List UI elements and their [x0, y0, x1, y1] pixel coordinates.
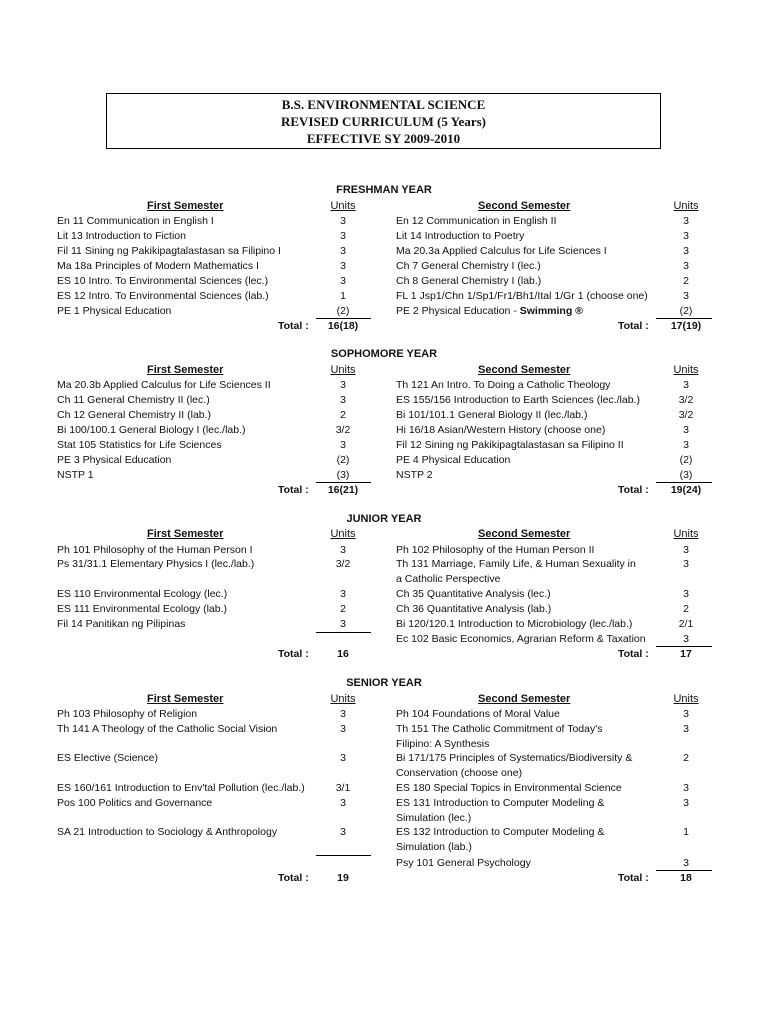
junior-second-semester-heading: Second Semester: [478, 528, 571, 540]
course-units: 3: [340, 752, 346, 764]
course-units: 2: [683, 275, 689, 287]
course-units: 3: [683, 230, 689, 242]
total-units: 17: [680, 648, 692, 660]
course-units: 3/2: [678, 394, 694, 406]
course-row: ES Elective (Science): [57, 752, 158, 764]
total-label: Total :: [618, 484, 649, 496]
freshman-year-heading: FRESHMAN YEAR: [336, 184, 432, 196]
course-row: Lit 13 Introduction to Fiction: [57, 230, 186, 242]
course-row: Bi 100/100.1 General Biology I (lec./lab.): [57, 424, 246, 436]
course-units: 3: [683, 588, 689, 600]
course-units: 3: [683, 633, 689, 645]
total-label: Total :: [278, 320, 309, 332]
course-units: 3: [340, 275, 346, 287]
course-units: 3: [340, 260, 346, 272]
course-row: NSTP 2: [396, 469, 433, 481]
total-units: 18: [680, 872, 692, 884]
total-label: Total :: [278, 872, 309, 884]
course-row: Th 121 An Intro. To Doing a Catholic Theology: [396, 379, 611, 391]
course-units: 3: [683, 708, 689, 720]
total-divider: [316, 632, 371, 633]
course-units: 3/2: [335, 424, 351, 436]
course-row: Ec 102 Basic Economics, Agrarian Reform & Taxation: [396, 633, 646, 645]
course-row: PE 1 Physical Education: [57, 305, 172, 317]
total-divider: [656, 318, 712, 319]
course-units: 3: [340, 708, 346, 720]
course-row: ES 132 Introduction to Computer Modeling & Simulation (lab.): [396, 826, 605, 853]
course-row: ES 10 Intro. To Environmental Sciences (lec.): [57, 275, 269, 287]
course-row: Psy 101 General Psychology: [396, 857, 531, 869]
course-row: Pos 100 Politics and Governance: [57, 797, 213, 809]
course-units: 3: [683, 782, 689, 794]
total-units: 16: [337, 648, 349, 660]
freshman-first-units-heading: Units: [330, 200, 356, 212]
course-row: Ph 102 Philosophy of the Human Person II: [396, 544, 595, 556]
course-name: PE 2 Physical Education -: [396, 305, 520, 317]
total-divider: [316, 482, 371, 483]
course-units: 2/1: [678, 618, 694, 630]
sophomore-year-heading: SOPHOMORE YEAR: [330, 348, 438, 360]
course-row: [396, 304, 583, 318]
effectivity-line: EFFECTIVE SY 2009-2010: [306, 131, 461, 146]
swimming-note: Swimming ®: [519, 305, 583, 317]
course-row: Ch 7 General Chemistry I (lec.): [396, 260, 541, 272]
course-units: 3: [340, 797, 346, 809]
junior-first-units-heading: Units: [330, 528, 356, 540]
total-label: Total :: [618, 648, 649, 660]
course-row: Fil 11 Sining ng Pakikipagtalastasan sa Filipino I: [57, 245, 281, 257]
freshman-second-units-heading: Units: [673, 200, 699, 212]
course-units: 3: [340, 723, 346, 735]
course-row: Hi 16/18 Asian/Western History (choose one): [396, 424, 606, 436]
course-row: SA 21 Introduction to Sociology & Anthropology: [57, 826, 278, 838]
course-row: Ch 35 Quantitative Analysis (lec.): [396, 588, 551, 600]
course-row: En 12 Communication in English II: [396, 215, 557, 227]
course-units: 3: [340, 588, 346, 600]
course-units: (2): [336, 454, 350, 466]
senior-year-heading: SENIOR YEAR: [346, 677, 422, 689]
junior-year-heading: JUNIOR YEAR: [346, 513, 422, 525]
course-units: 3: [683, 723, 689, 735]
course-units: 3: [340, 544, 346, 556]
sophomore-second-semester-heading: Second Semester: [478, 364, 571, 376]
total-units: 16(21): [327, 484, 359, 496]
course-row: ES 155/156 Introduction to Earth Sciences (lec./lab.): [396, 394, 640, 406]
course-units: 3: [340, 394, 346, 406]
course-units: 3: [683, 424, 689, 436]
total-units: 19(24): [670, 484, 702, 496]
course-units: 3: [340, 379, 346, 391]
course-row: ES 180 Special Topics in Environmental Science: [396, 782, 622, 794]
junior-second-units-heading: Units: [673, 528, 699, 540]
program-title: B.S. ENVIRONMENTAL SCIENCE: [281, 97, 486, 112]
total-label: Total :: [618, 872, 649, 884]
course-row: ES 131 Introduction to Computer Modeling & Simulation (lec.): [396, 797, 605, 824]
course-row: PE 4 Physical Education: [396, 454, 511, 466]
course-row: Ch 11 General Chemistry II (lec.): [57, 394, 210, 406]
senior-first-semester-heading: First Semester: [147, 693, 224, 705]
course-units: 1: [683, 826, 689, 838]
total-divider: [656, 870, 712, 871]
total-label: Total :: [618, 320, 649, 332]
course-row: Bi 120/120.1 Introduction to Microbiology (lec./lab.): [396, 618, 633, 630]
course-row: ES 160/161 Introduction to Env'tal Pollution (lec./lab.): [57, 782, 305, 794]
course-units: 3: [340, 245, 346, 257]
total-units: 19: [337, 872, 349, 884]
course-units: 2: [340, 603, 346, 615]
course-row: Fil 14 Panitikan ng Pilipinas: [57, 618, 186, 630]
junior-first-semester-heading: First Semester: [147, 528, 224, 540]
total-units: 17(19): [670, 320, 702, 332]
course-row: Bi 101/101.1 General Biology II (lec./lab.): [396, 409, 588, 421]
course-units: 3/2: [678, 409, 694, 421]
curriculum-title-box: [106, 93, 661, 149]
course-row: Ph 101 Philosophy of the Human Person I: [57, 544, 253, 556]
course-units: 3/1: [335, 782, 351, 794]
total-units: 16(18): [327, 320, 359, 332]
course-row: Lit 14 Introduction to Poetry: [396, 230, 525, 242]
course-row: Fil 12 Sining ng Pakikipagtalastasan sa Filipino II: [396, 439, 624, 451]
course-row: Th 151 The Catholic Commitment of Today's Filipino: A Synthesis: [396, 723, 603, 750]
course-units: (2): [679, 305, 693, 317]
course-row: Ch 12 General Chemistry II (lab.): [57, 409, 212, 421]
course-units: 3: [683, 260, 689, 272]
course-units: 3: [340, 618, 346, 630]
senior-second-units-heading: Units: [673, 693, 699, 705]
course-units: 3: [683, 215, 689, 227]
course-units: 3: [683, 797, 689, 809]
senior-first-units-heading: Units: [330, 693, 356, 705]
course-units: 1: [340, 290, 346, 302]
course-units: 2: [683, 603, 689, 615]
course-units: 3: [683, 857, 689, 869]
course-units: 3: [683, 544, 689, 556]
course-row: PE 3 Physical Education: [57, 454, 172, 466]
course-row: Stat 105 Statistics for Life Sciences: [57, 439, 222, 451]
total-label: Total :: [278, 484, 309, 496]
course-units: (2): [336, 305, 350, 317]
total-divider: [316, 318, 371, 319]
course-units: 3: [683, 558, 689, 570]
total-divider: [316, 855, 371, 856]
course-row: ES 110 Environmental Ecology (lec.): [57, 588, 228, 600]
course-units: 3: [340, 230, 346, 242]
course-row: FL 1 Jsp1/Chn 1/Sp1/Fr1/Bh1/Ital 1/Gr 1 (choose one): [396, 290, 648, 302]
course-row: ES 12 Intro. To Environmental Sciences (lab.): [57, 290, 269, 302]
course-row: Ch 36 Quantitative Analysis (lab.): [396, 603, 552, 615]
course-units: (3): [336, 469, 350, 481]
course-row: Ma 20.3b Applied Calculus for Life Sciences II: [57, 379, 271, 391]
course-row: Ma 18a Principles of Modern Mathematics I: [57, 260, 259, 272]
total-divider: [656, 646, 712, 647]
course-row: NSTP 1: [57, 469, 94, 481]
course-row: Ps 31/31.1 Elementary Physics I (lec./lab.): [57, 558, 255, 570]
course-units: 3: [340, 826, 346, 838]
sophomore-first-units-heading: Units: [330, 364, 356, 376]
senior-second-semester-heading: Second Semester: [478, 693, 571, 705]
sophomore-second-units-heading: Units: [673, 364, 699, 376]
course-units: (2): [679, 454, 693, 466]
course-row: Ch 8 General Chemistry I (lab.): [396, 275, 542, 287]
course-row: Bi 171/175 Principles of Systematics/Biodiversity & Conservation (choose one): [396, 752, 633, 779]
course-units: 3: [340, 215, 346, 227]
course-units: 3: [340, 439, 346, 451]
sophomore-first-semester-heading: First Semester: [147, 364, 224, 376]
course-row: En 11 Communication in English I: [57, 215, 214, 227]
total-divider: [656, 482, 712, 483]
course-units: 3: [683, 245, 689, 257]
course-row: ES 111 Environmental Ecology (lab.): [57, 603, 228, 615]
course-units: 2: [683, 752, 689, 764]
course-units: 3: [683, 379, 689, 391]
freshman-second-semester-heading: Second Semester: [478, 200, 571, 212]
course-row: Th 141 A Theology of the Catholic Social Vision: [57, 723, 278, 735]
curriculum-subtitle: REVISED CURRICULUM (5 Years): [281, 114, 486, 129]
total-label: Total :: [278, 648, 309, 660]
freshman-first-semester-heading: First Semester: [147, 200, 224, 212]
course-units: 3: [683, 439, 689, 451]
course-units: 2: [340, 409, 346, 421]
course-row: Th 131 Marriage, Family Life, & Human Sexuality in a Catholic Perspective: [396, 558, 636, 585]
course-row: Ph 103 Philosophy of Religion: [57, 708, 198, 720]
course-row: Ma 20.3a Applied Calculus for Life Sciences I: [396, 245, 607, 257]
course-units: (3): [679, 469, 693, 481]
course-units: 3/2: [335, 558, 351, 570]
course-units: 3: [683, 290, 689, 302]
course-row: Ph 104 Foundations of Moral Value: [396, 708, 560, 720]
